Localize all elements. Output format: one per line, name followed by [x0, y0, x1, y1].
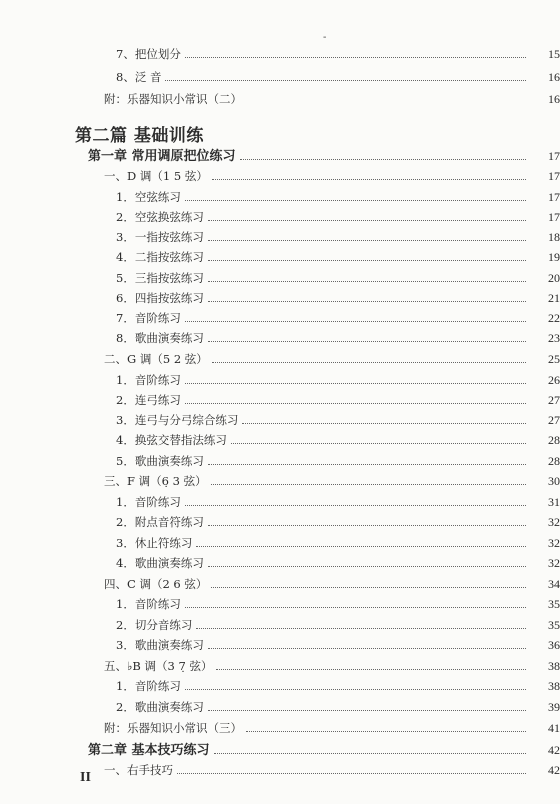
toc-page-number: 32: [548, 515, 560, 529]
toc-leader: [208, 710, 526, 711]
toc-leader: [211, 484, 526, 485]
toc-leader: [246, 731, 526, 732]
toc-leader: [185, 403, 526, 404]
toc-entry[interactable]: [0, 306, 560, 326]
toc-entry-label: 4．歌曲演奏练习: [116, 556, 204, 570]
toc-entry-label: 2．空弦换弦练习: [116, 210, 204, 224]
toc-page-number: 35: [548, 597, 560, 611]
toc-leader: [185, 321, 526, 322]
toc-entry[interactable]: [0, 428, 560, 448]
toc-entry-label: 附：乐器知识小常识（二）: [104, 92, 242, 106]
toc-entry[interactable]: [0, 388, 560, 408]
toc-leader: [208, 566, 526, 567]
toc-leader: [208, 220, 526, 221]
toc-leader: [208, 464, 526, 465]
toc-entry-label: 5．歌曲演奏练习: [116, 454, 204, 468]
toc-entry[interactable]: [0, 245, 560, 265]
toc-entry-label: 2．歌曲演奏练习: [116, 700, 204, 714]
toc-page-number: 35: [548, 618, 560, 632]
toc-page-number: 19: [548, 250, 560, 264]
toc-entry-label: 一、D 调（1 5 弦）: [104, 169, 208, 183]
toc-entry-label: 5．三指按弦练习: [116, 271, 204, 285]
toc-entry-label: 三、F 调（6̣ 3 弦）: [104, 474, 207, 488]
toc-leader: [208, 525, 526, 526]
toc-leader: [212, 179, 526, 180]
toc-entry-label: 二、G 调（5 2 弦）: [104, 352, 208, 366]
toc-leader: [208, 260, 526, 261]
toc-entry[interactable]: [0, 408, 560, 428]
stray-mark: -: [323, 32, 327, 43]
toc-entry[interactable]: [0, 592, 560, 612]
toc-leader: [242, 423, 526, 424]
toc-entry[interactable]: [0, 266, 560, 286]
toc-entry-label: 一、右手技巧: [104, 763, 173, 777]
part-title-text: 第二篇 基础训练: [75, 126, 204, 146]
toc-page-number: 17: [548, 210, 560, 224]
toc-page-number: 21: [548, 291, 560, 305]
toc-leader: [185, 689, 526, 690]
toc-entry[interactable]: [0, 87, 560, 107]
toc-leader: [208, 648, 526, 649]
toc-entry[interactable]: [0, 633, 560, 653]
toc-entry-label: 1．空弦练习: [116, 190, 181, 204]
toc-chapter[interactable]: [0, 738, 560, 758]
toc-entry-label: 2．附点音符练习: [116, 515, 204, 529]
toc-page-number: 39: [548, 700, 560, 714]
toc-page-number: 36: [548, 638, 560, 652]
toc-page-number: 32: [548, 556, 560, 570]
toc-entry[interactable]: [0, 286, 560, 306]
toc-entry-label: 五、♭B 调（3 7̣ 弦）: [104, 659, 213, 673]
toc-page-number: 28: [548, 454, 560, 468]
toc-section[interactable]: [0, 654, 560, 674]
toc-leader: [211, 587, 526, 588]
toc-page-number: 38: [548, 659, 560, 673]
toc-leader: [185, 505, 526, 506]
toc-leader: [214, 753, 526, 754]
toc-page-number: 25: [548, 352, 560, 366]
toc-leader: [208, 281, 526, 282]
toc-section[interactable]: [0, 347, 560, 367]
toc-entry[interactable]: [0, 716, 560, 736]
page-number-footer: II: [80, 770, 91, 785]
toc-entry-label: 2．连弓练习: [116, 393, 181, 407]
toc-entry-label: 第一章 常用调原把位练习: [88, 149, 236, 164]
toc-entry-label: 1．音阶练习: [116, 597, 181, 611]
toc-entry-label: 6．四指按弦练习: [116, 291, 204, 305]
toc-entry[interactable]: [0, 449, 560, 469]
toc-page-number: 42: [548, 763, 560, 777]
toc-entry-label: 3．休止符练习: [116, 536, 193, 550]
part-title: [0, 122, 560, 146]
toc-entry[interactable]: [0, 42, 560, 62]
toc-page-number: 18: [548, 230, 560, 244]
toc-entry[interactable]: [0, 65, 560, 85]
toc-leader: [185, 57, 526, 58]
toc-leader: [185, 200, 526, 201]
toc-page-number: 32: [548, 536, 560, 550]
toc-entry-label: 1．音阶练习: [116, 373, 181, 387]
toc-entry[interactable]: [0, 490, 560, 510]
toc-leader: [240, 159, 526, 160]
toc-entry-label: 3．连弓与分弓综合练习: [116, 413, 239, 427]
toc-entry[interactable]: [0, 326, 560, 346]
toc-section[interactable]: [0, 164, 560, 184]
toc-page-number: 27: [548, 413, 560, 427]
toc-page-number: 16: [548, 70, 560, 84]
toc-entry-label: 4．二指按弦练习: [116, 250, 204, 264]
toc-section[interactable]: [0, 469, 560, 489]
toc-page-number: 42: [548, 743, 560, 757]
toc-entry-label: 2．切分音练习: [116, 618, 193, 632]
toc-chapter[interactable]: [0, 144, 560, 164]
toc-page-number: 16: [548, 92, 560, 106]
toc-entry-label: 7、把位划分: [116, 47, 181, 61]
toc-entry[interactable]: [0, 510, 560, 530]
toc-leader: [165, 80, 526, 81]
toc-entry[interactable]: [0, 368, 560, 388]
toc-page-number: 38: [548, 679, 560, 693]
toc-entry-label: 1．音阶练习: [116, 679, 181, 693]
toc-entry-label: 7．音阶练习: [116, 311, 181, 325]
toc-leader: [208, 240, 526, 241]
toc-leader: [177, 773, 526, 774]
toc-page-number: 34: [548, 577, 560, 591]
toc-entry[interactable]: [0, 551, 560, 571]
toc-page-number: 28: [548, 433, 560, 447]
toc-entry[interactable]: [0, 225, 560, 245]
toc-page-number: 41: [548, 721, 560, 735]
toc-entry-label: 3．一指按弦练习: [116, 230, 204, 244]
toc-entry-label: 附：乐器知识小常识（三）: [104, 721, 242, 735]
toc-page-number: 17: [548, 169, 560, 183]
toc-entry-label: 四、C 调（2 6 弦）: [104, 577, 208, 591]
toc-page-number: 30: [548, 474, 560, 488]
toc-entry-label: 1．音阶练习: [116, 495, 181, 509]
toc-entry-label: 3．歌曲演奏练习: [116, 638, 204, 652]
toc-entry[interactable]: [0, 695, 560, 715]
toc-leader: [196, 546, 526, 547]
toc-entry[interactable]: [0, 613, 560, 633]
toc-page-number: 26: [548, 373, 560, 387]
toc-page-number: 20: [548, 271, 560, 285]
toc-entry[interactable]: [0, 674, 560, 694]
toc-entry[interactable]: [0, 531, 560, 551]
toc-leader: [208, 301, 526, 302]
toc-leader: [185, 383, 526, 384]
toc-leader: [231, 443, 526, 444]
toc-entry[interactable]: [0, 205, 560, 225]
toc-entry-label: 8、泛 音: [116, 70, 162, 84]
toc-page-number: 22: [548, 311, 560, 325]
toc-page-number: 17: [548, 149, 560, 163]
toc-page-number: 31: [548, 495, 560, 509]
toc-entry-label: 4．换弦交替指法练习: [116, 433, 227, 447]
toc-page-number: 15: [548, 47, 560, 61]
toc-entry-label: 第二章 基本技巧练习: [88, 743, 210, 758]
toc-page-number: 27: [548, 393, 560, 407]
toc-entry-label: 8．歌曲演奏练习: [116, 331, 204, 345]
toc-page-number: 23: [548, 331, 560, 345]
toc-leader: [196, 628, 526, 629]
toc-leader: [212, 362, 526, 363]
toc-leader: [208, 341, 526, 342]
toc-leader: [185, 607, 526, 608]
toc-leader: [216, 669, 526, 670]
toc-page-number: 17: [548, 190, 560, 204]
toc-entry[interactable]: [0, 185, 560, 205]
toc-section[interactable]: [0, 572, 560, 592]
